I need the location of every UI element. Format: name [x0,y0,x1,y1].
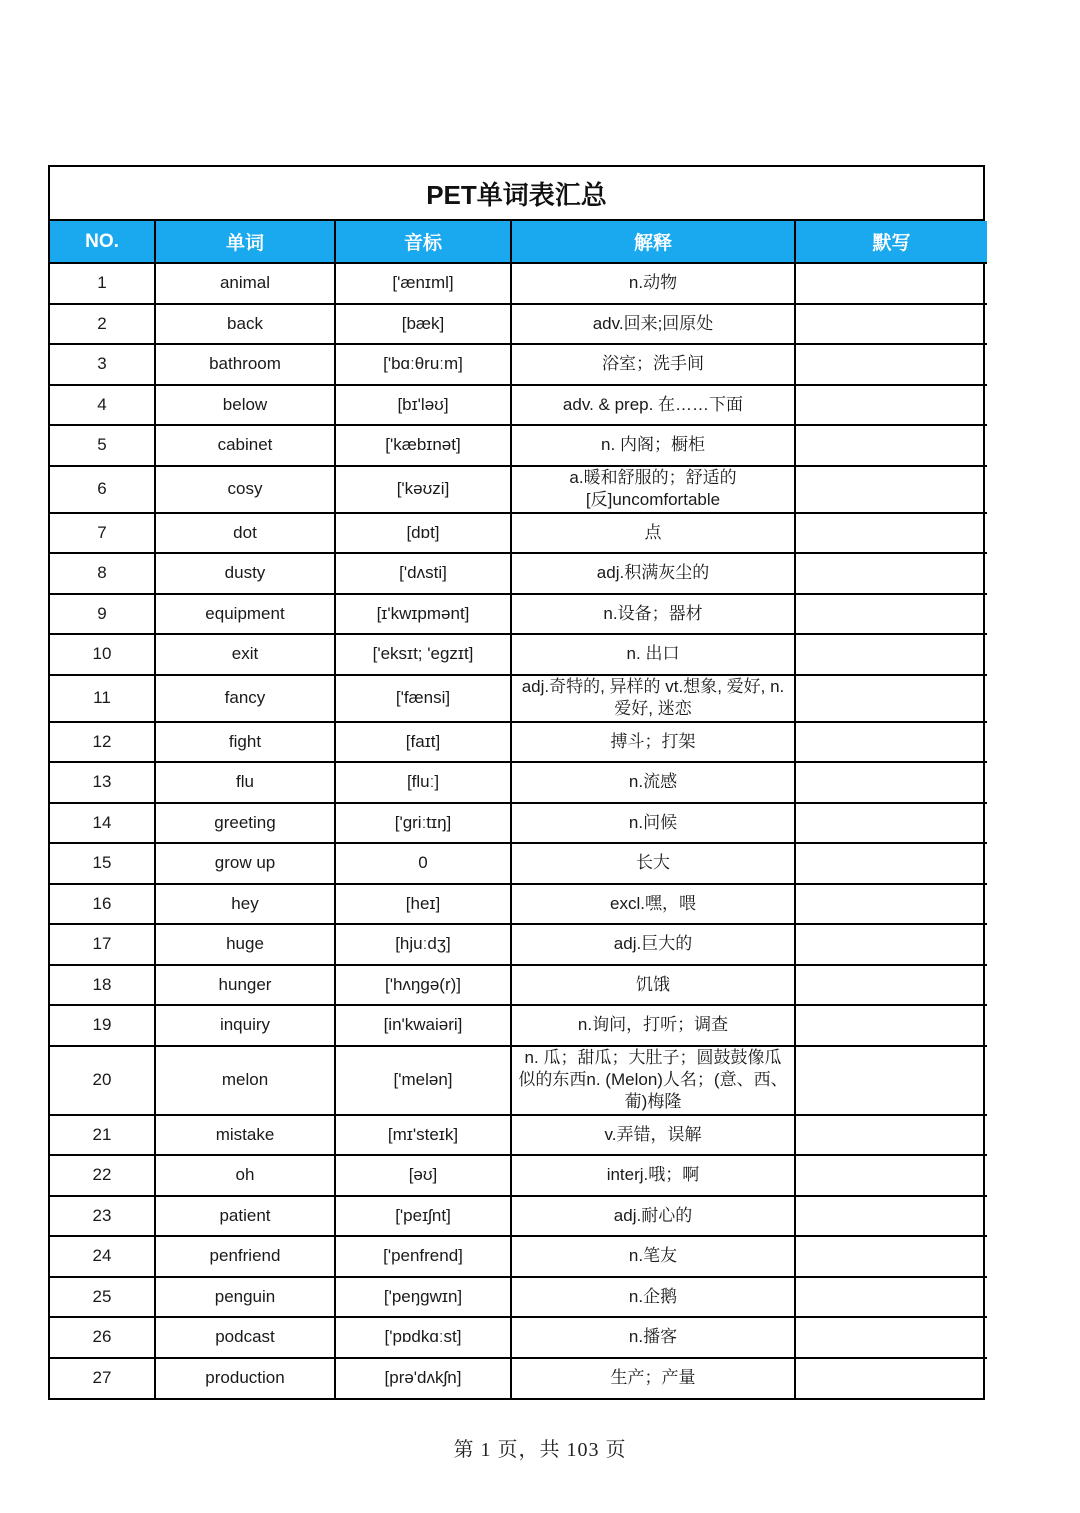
cell-meaning: n. 瓜；甜瓜；大肚子；圆鼓鼓像瓜似的东西n. (Melon)人名；(意、西、葡)梅隆 [511,1046,795,1115]
vocabulary-table [50,221,987,1398]
table-row [50,594,987,635]
cell-word: cosy [155,466,335,513]
cell-dictation[interactable] [795,1196,987,1237]
cell-no: 11 [50,675,155,722]
cell-no: 17 [50,924,155,965]
cell-word: hey [155,884,335,925]
cell-phonetic: 0 [335,843,511,884]
cell-phonetic: ['bɑːθruːm] [335,344,511,385]
table-row [50,1005,987,1046]
cell-meaning: 饥饿 [511,965,795,1006]
table-row [50,1358,987,1399]
cell-phonetic: ['kæbɪnət] [335,425,511,466]
cell-phonetic: ['fænsi] [335,675,511,722]
cell-meaning: adj.积满灰尘的 [511,553,795,594]
cell-word: penfriend [155,1236,335,1277]
cell-meaning: n.流感 [511,762,795,803]
cell-word: melon [155,1046,335,1115]
cell-dictation[interactable] [795,1358,987,1399]
cell-dictation[interactable] [795,843,987,884]
cell-phonetic: ['peɪʃnt] [335,1196,511,1237]
cell-meaning: adv.回来;回原处 [511,304,795,345]
column-header-meaning: 解释 [511,221,795,263]
cell-dictation[interactable] [795,385,987,426]
cell-no: 5 [50,425,155,466]
sheet-title: PET单词表汇总 [50,167,983,221]
cell-dictation[interactable] [795,553,987,594]
cell-no: 7 [50,513,155,554]
cell-no: 24 [50,1236,155,1277]
table-row [50,884,987,925]
cell-dictation[interactable] [795,924,987,965]
cell-meaning: n.播客 [511,1317,795,1358]
cell-meaning: 长大 [511,843,795,884]
cell-word: podcast [155,1317,335,1358]
cell-dictation[interactable] [795,675,987,722]
cell-no: 9 [50,594,155,635]
column-header-word: 单词 [155,221,335,263]
cell-meaning: n.笔友 [511,1236,795,1277]
cell-meaning: n.问候 [511,803,795,844]
table-row [50,634,987,675]
cell-word: fight [155,722,335,763]
table-row [50,304,987,345]
cell-word: penguin [155,1277,335,1318]
cell-phonetic: [dɒt] [335,513,511,554]
cell-meaning: adj.耐心的 [511,1196,795,1237]
cell-no: 20 [50,1046,155,1115]
cell-meaning: n.设备；器材 [511,594,795,635]
cell-word: huge [155,924,335,965]
cell-dictation[interactable] [795,304,987,345]
cell-meaning: n.询问，打听；调查 [511,1005,795,1046]
column-header-no: NO. [50,221,155,263]
cell-phonetic: [bæk] [335,304,511,345]
cell-meaning: 生产；产量 [511,1358,795,1399]
cell-meaning: n. 内阁；橱柜 [511,425,795,466]
cell-no: 2 [50,304,155,345]
cell-no: 16 [50,884,155,925]
cell-word: equipment [155,594,335,635]
cell-dictation[interactable] [795,884,987,925]
cell-phonetic: ['dʌsti] [335,553,511,594]
cell-dictation[interactable] [795,425,987,466]
cell-phonetic: [bɪ'ləʊ] [335,385,511,426]
cell-word: below [155,385,335,426]
cell-dictation[interactable] [795,1317,987,1358]
cell-phonetic: [faɪt] [335,722,511,763]
cell-meaning: excl.嘿，喂 [511,884,795,925]
cell-meaning: v.弄错，误解 [511,1115,795,1156]
cell-dictation[interactable] [795,1005,987,1046]
cell-dictation[interactable] [795,594,987,635]
table-header-row [50,221,987,263]
cell-phonetic: ['kəʊzi] [335,466,511,513]
cell-meaning: n. 出口 [511,634,795,675]
cell-dictation[interactable] [795,1046,987,1115]
cell-no: 3 [50,344,155,385]
cell-word: flu [155,762,335,803]
cell-phonetic: ['griːtɪŋ] [335,803,511,844]
cell-word: grow up [155,843,335,884]
cell-meaning: adj.奇特的, 异样的 vt.想象, 爱好, n.爱好, 迷恋 [511,675,795,722]
cell-dictation[interactable] [795,513,987,554]
cell-meaning: 搏斗；打架 [511,722,795,763]
cell-word: bathroom [155,344,335,385]
cell-word: animal [155,263,335,304]
cell-word: fancy [155,675,335,722]
cell-no: 19 [50,1005,155,1046]
cell-dictation[interactable] [795,1115,987,1156]
cell-phonetic: [ɪ'kwɪpmənt] [335,594,511,635]
cell-dictation[interactable] [795,965,987,1006]
cell-no: 4 [50,385,155,426]
cell-no: 18 [50,965,155,1006]
cell-word: dusty [155,553,335,594]
table-row [50,425,987,466]
cell-no: 6 [50,466,155,513]
table-row [50,1196,987,1237]
cell-word: greeting [155,803,335,844]
cell-no: 15 [50,843,155,884]
cell-phonetic: [prə'dʌkʃn] [335,1358,511,1399]
cell-phonetic: ['melən] [335,1046,511,1115]
cell-word: oh [155,1155,335,1196]
cell-no: 22 [50,1155,155,1196]
cell-word: patient [155,1196,335,1237]
cell-no: 26 [50,1317,155,1358]
cell-meaning: adj.巨大的 [511,924,795,965]
cell-dictation[interactable] [795,344,987,385]
column-header-phonetic: 音标 [335,221,511,263]
table-row [50,1236,987,1277]
cell-no: 13 [50,762,155,803]
cell-dictation[interactable] [795,803,987,844]
cell-phonetic: ['peŋgwɪn] [335,1277,511,1318]
cell-meaning: interj.哦；啊 [511,1155,795,1196]
table-row [50,513,987,554]
cell-dictation[interactable] [795,762,987,803]
vocabulary-sheet [48,165,985,1400]
cell-no: 14 [50,803,155,844]
cell-meaning: 点 [511,513,795,554]
cell-phonetic: ['eksɪt; 'egzɪt] [335,634,511,675]
cell-phonetic: [əʊ] [335,1155,511,1196]
table-row [50,762,987,803]
table-row [50,722,987,763]
table-row [50,803,987,844]
cell-meaning: a.暖和舒服的；舒适的 [反]uncomfortable [511,466,795,513]
cell-phonetic: ['penfrend] [335,1236,511,1277]
cell-word: mistake [155,1115,335,1156]
cell-dictation[interactable] [795,1277,987,1318]
table-row [50,924,987,965]
table-row [50,466,987,513]
column-header-dictation: 默写 [795,221,987,263]
table-row [50,965,987,1006]
cell-meaning: 浴室；洗手间 [511,344,795,385]
cell-no: 10 [50,634,155,675]
cell-no: 21 [50,1115,155,1156]
cell-phonetic: ['hʌŋgə(r)] [335,965,511,1006]
cell-phonetic: ['ænɪml] [335,263,511,304]
cell-phonetic: ['pɒdkɑːst] [335,1317,511,1358]
cell-word: exit [155,634,335,675]
cell-phonetic: [in'kwaiəri] [335,1005,511,1046]
cell-no: 1 [50,263,155,304]
table-row [50,675,987,722]
table-row [50,263,987,304]
cell-meaning: adv. & prep. 在……下面 [511,385,795,426]
table-row [50,1277,987,1318]
table-row [50,1046,987,1115]
table-row [50,1115,987,1156]
cell-dictation[interactable] [795,1155,987,1196]
cell-no: 25 [50,1277,155,1318]
cell-phonetic: [heɪ] [335,884,511,925]
cell-word: cabinet [155,425,335,466]
cell-phonetic: [mɪ'steɪk] [335,1115,511,1156]
cell-dictation[interactable] [795,466,987,513]
cell-phonetic: [hjuːdʒ] [335,924,511,965]
cell-dictation[interactable] [795,634,987,675]
cell-dictation[interactable] [795,1236,987,1277]
cell-no: 27 [50,1358,155,1399]
cell-no: 8 [50,553,155,594]
table-row [50,344,987,385]
cell-phonetic: [fluː] [335,762,511,803]
cell-word: production [155,1358,335,1399]
cell-no: 12 [50,722,155,763]
cell-meaning: n.动物 [511,263,795,304]
cell-no: 23 [50,1196,155,1237]
cell-meaning: n.企鹅 [511,1277,795,1318]
table-row [50,1155,987,1196]
cell-dictation[interactable] [795,263,987,304]
table-row [50,1317,987,1358]
cell-word: back [155,304,335,345]
table-body [50,263,987,1398]
page-footer: 第 1 页，共 103 页 [453,1439,627,1461]
table-row [50,385,987,426]
cell-word: inquiry [155,1005,335,1046]
cell-word: dot [155,513,335,554]
cell-word: hunger [155,965,335,1006]
table-row [50,843,987,884]
cell-dictation[interactable] [795,722,987,763]
table-row [50,553,987,594]
